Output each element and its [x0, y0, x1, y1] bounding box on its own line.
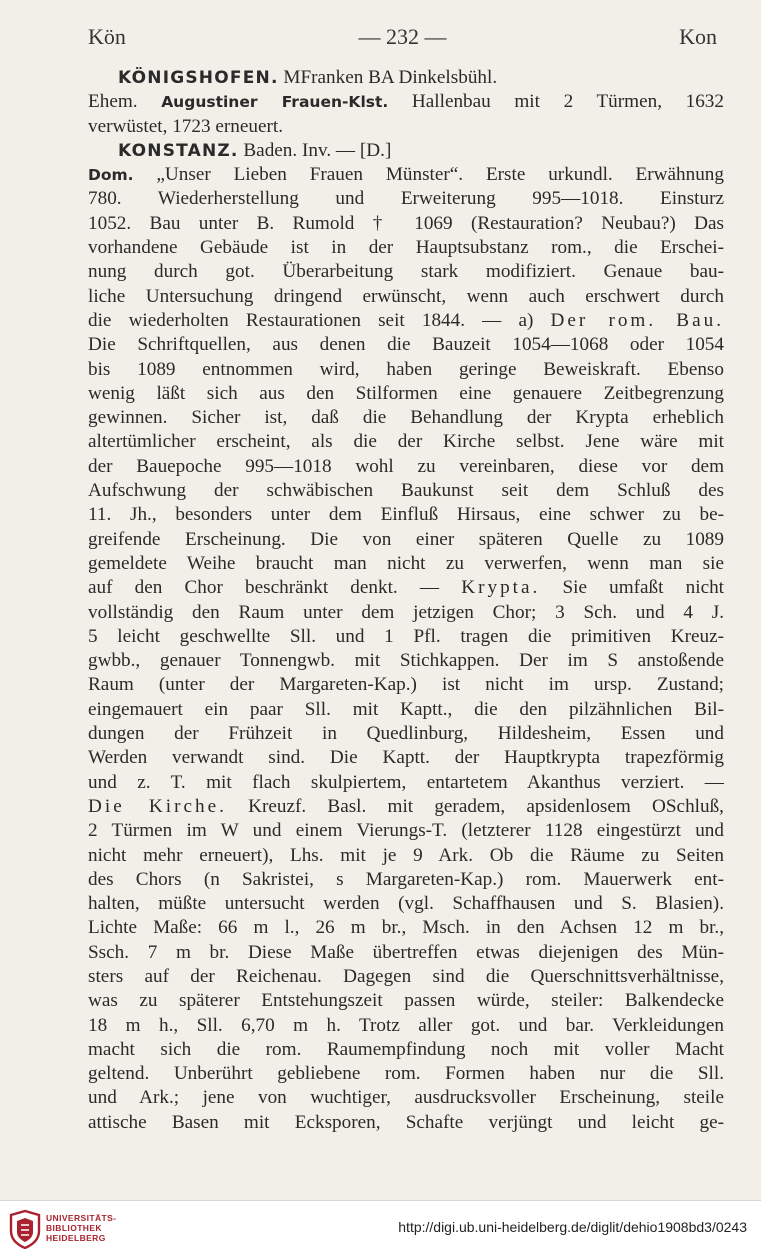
- library-name: [46, 1213, 116, 1243]
- text-line: Ssch. 7 m br. Diese Maße übertreffen etwas diejenigen des Mün-: [88, 941, 724, 963]
- text-line: altertümlicher erscheint, als die der Kirche selbst. Jene wäre mit: [88, 431, 724, 453]
- text-line: des Chors (n Sakristei, s Margareten-Kap.) rom. Mauerwerk ent-: [88, 868, 724, 890]
- text-line: gwbb., genauer Tonnengwb. mit Stichkappen. Der im S anstoßende: [88, 650, 724, 672]
- text-line: macht sich die rom. Raumempfindung noch mit voller Macht: [88, 1038, 724, 1060]
- text-line: geltend. Unberührt gebliebene rom. Formen haben nur die Sll.: [88, 1063, 724, 1085]
- text-line: nung durch got. Überarbeitung stark modifiziert. Genaue bau-: [88, 261, 724, 283]
- text-line: verwüstet, 1723 erneuert.: [88, 115, 284, 137]
- text-line: 5 leicht geschwellte Sll. und 1 Pfl. tragen die primitiven Kreuz-: [88, 625, 724, 647]
- library-name-line-2: BIBLIOTHEK: [46, 1223, 102, 1233]
- text-line: 11. Jh., besonders unter dem Einfluß Hirsaus, eine schwer zu be-: [88, 504, 724, 526]
- text-line: Die Kirche. Kreuzf. Basl. mit geradem, apsidenlosem OSchluß,: [88, 795, 724, 817]
- text-line: und z. T. mit flach skulpiertem, entartetem Akanthus verziert. —: [88, 771, 724, 793]
- text-line: Dom. „Unser Lieben Frauen Münster“. Erste urkundl. Erwähnung: [88, 164, 724, 186]
- text-line: dungen der Frühzeit in Quedlinburg, Hildesheim, Essen und: [88, 723, 724, 745]
- text-line: auf den Chor beschränkt denkt. — Krypta. Sie umfaßt nicht: [88, 577, 725, 599]
- body-text: [88, 66, 724, 1135]
- text-line: der Bauepoche 995—1018 wohl zu vereinbaren, diese vor dem: [88, 455, 724, 477]
- header-left: Kön: [88, 24, 126, 49]
- university-library-logo-icon: [8, 1209, 42, 1249]
- text-line: halten, müßte untersucht werden (vgl. Schaffhausen und S. Blasien).: [88, 893, 724, 915]
- library-footer: [0, 1200, 761, 1257]
- running-header: [88, 22, 717, 52]
- text-line: was zu späterer Entstehungszeit passen würde, steiler: Balkendecke: [88, 990, 724, 1012]
- text-line: 18 m h., Sll. 6,70 m h. Trotz aller got. und bar. Verkleidungen: [88, 1014, 724, 1036]
- text-line: Raum (unter der Margareten-Kap.) ist nicht im ursp. Zustand;: [88, 674, 724, 696]
- text-line: gewinnen. Sicher ist, daß die Behandlung der Krypta erheblich: [88, 407, 724, 429]
- text-line: und Ark.; jene von wuchtiger, ausdrucksvoller Erscheinung, steile: [88, 1087, 724, 1109]
- text-line: 1052. Bau unter B. Rumold † 1069 (Restauration? Neubau?) Das: [88, 212, 724, 234]
- text-line: Lichte Maße: 66 m l., 26 m br., Msch. in den Achsen 12 m br.,: [88, 917, 724, 939]
- text-line: gemeldete Weihe braucht man nicht zu verwerfen, wenn man sie: [88, 552, 724, 574]
- text-line: KONSTANZ. Baden. Inv. — [D.]: [118, 139, 392, 161]
- text-line: eingemauert ein paar Sll. mit Kaptt., die den pilzähnlichen Bil-: [88, 698, 724, 720]
- text-line: KÖNIGSHOFEN. MFranken BA Dinkelsbühl.: [118, 67, 498, 88]
- text-line: sters auf der Reichenau. Dagegen sind die Querschnittsverhältnisse,: [88, 965, 724, 987]
- text-line: liche Untersuchung dringend erwünscht, wenn auch erschwert durch: [88, 285, 724, 307]
- header-right: Kon: [679, 24, 717, 49]
- text-line: vorhandene Gebäude ist in der Hauptsubstanz rom., die Erschei-: [88, 237, 724, 259]
- page-number: — 232 —: [358, 24, 447, 49]
- source-url-link[interactable]: http://digi.ub.uni-heidelberg.de/diglit/dehio1908bd3/0243: [398, 1219, 747, 1235]
- library-name-line-3: HEIDELBERG: [46, 1233, 106, 1243]
- text-line: attische Basen mit Ecksporen, Schafte verjüngt und leicht ge-: [88, 1111, 724, 1133]
- text-line: 780. Wiederherstellung und Erweiterung 995—1018. Einsturz: [88, 188, 724, 210]
- text-line: wenig läßt sich aus den Stilformen eine genauere Zeitbegrenzung: [88, 382, 724, 404]
- text-line: Ehem. Augustiner Frauen-Klst. Hallenbau mit 2 Türmen, 1632: [88, 91, 724, 113]
- text-line: greifende Erscheinung. Die von einer späteren Quelle zu 1089: [88, 528, 724, 550]
- text-line: Werden verwandt sind. Die Kaptt. der Hauptkrypta trapezförmig: [88, 747, 724, 769]
- text-line: Aufschwung der schwäbischen Baukunst seit dem Schluß des: [88, 480, 724, 502]
- text-line: vollständig den Raum unter dem jetzigen Chor; 3 Sch. und 4 J.: [88, 601, 724, 623]
- text-line: bis 1089 entnommen wird, haben geringe Beweiskraft. Ebenso: [88, 358, 724, 380]
- text-line: 2 Türmen im W und einem Vierungs-T. (letzterer 1128 eingestürzt und: [88, 820, 724, 842]
- text-line: Die Schriftquellen, aus denen die Bauzeit 1054—1068 oder 1054: [88, 334, 724, 356]
- library-name-line-1: UNIVERSITÄTS-: [46, 1213, 117, 1223]
- text-line: die wiederholten Restaurationen seit 1844. — a) Der rom. Bau.: [88, 309, 724, 331]
- text-line: nicht mehr erneuert), Lhs. mit je 9 Ark. Ob die Räume zu Seiten: [88, 844, 724, 866]
